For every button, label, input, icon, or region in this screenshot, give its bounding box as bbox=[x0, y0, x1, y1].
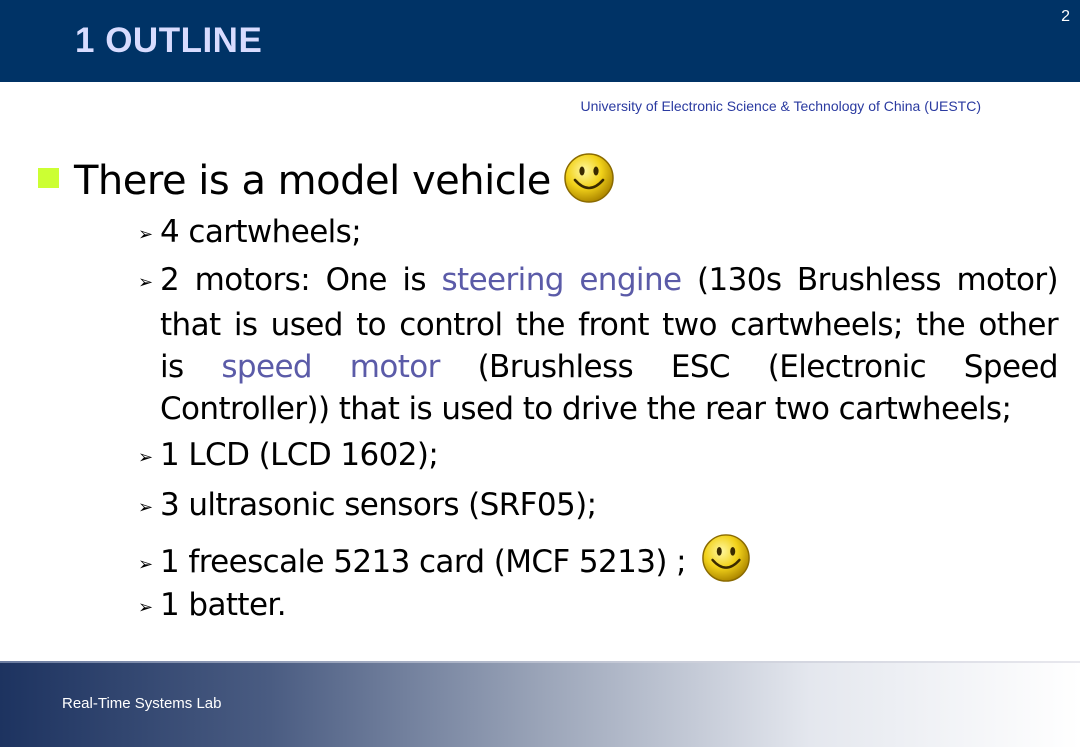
motors-line-3 bbox=[138, 346, 1058, 388]
motors-text: (Brushless ESC (Electronic Speed bbox=[477, 349, 1058, 385]
list-item-text: 1 batter. bbox=[160, 587, 286, 623]
motors-text: 2 motors: One is bbox=[160, 262, 426, 298]
list-item-text: 1 freescale 5213 card (MCF 5213) ; bbox=[160, 544, 687, 580]
smiley-face-icon bbox=[563, 152, 615, 214]
list-item-text: 1 LCD (LCD 1602); bbox=[160, 437, 439, 473]
motors-line-2: that is used to control the front two cartwheels; the other bbox=[160, 307, 1058, 343]
speed-motor-highlight: speed motor bbox=[221, 349, 440, 385]
motors-text: is bbox=[160, 349, 184, 385]
arrow-bullet-icon: ➢ bbox=[138, 497, 153, 518]
motors-text: (130s Brushless motor) bbox=[696, 262, 1058, 298]
slide-title: 1 OUTLINE bbox=[75, 21, 263, 60]
list-item bbox=[138, 484, 1058, 529]
main-bullet-label: There is a model vehicle bbox=[74, 158, 551, 204]
list-item bbox=[138, 434, 1058, 479]
arrow-bullet-icon: ➢ bbox=[138, 447, 153, 468]
main-bullet-text bbox=[74, 152, 615, 214]
list-item bbox=[138, 584, 1058, 629]
arrow-bullet-icon: ➢ bbox=[138, 597, 153, 618]
arrow-bullet-icon: ➢ bbox=[138, 272, 153, 293]
motors-line-4: Controller)) that is used to drive the rear two cartwheels; bbox=[160, 391, 1012, 427]
arrow-bullet-icon: ➢ bbox=[138, 554, 153, 575]
square-bullet-icon bbox=[38, 168, 59, 188]
footer-label: Real-Time Systems Lab bbox=[62, 695, 222, 712]
motors-line-1 bbox=[138, 259, 1058, 304]
footer-divider bbox=[0, 661, 1080, 663]
slide-number: 2 bbox=[1061, 8, 1070, 25]
list-item-text: 3 ultrasonic sensors (SRF05); bbox=[160, 487, 597, 523]
arrow-bullet-icon: ➢ bbox=[138, 224, 153, 245]
steering-engine-highlight: steering engine bbox=[441, 262, 682, 298]
list-item-text: 4 cartwheels; bbox=[160, 214, 362, 250]
institution-label: University of Electronic Science & Technology of China (UESTC) bbox=[580, 98, 981, 114]
list-item bbox=[138, 211, 1058, 256]
list-item-motors bbox=[138, 259, 1058, 430]
